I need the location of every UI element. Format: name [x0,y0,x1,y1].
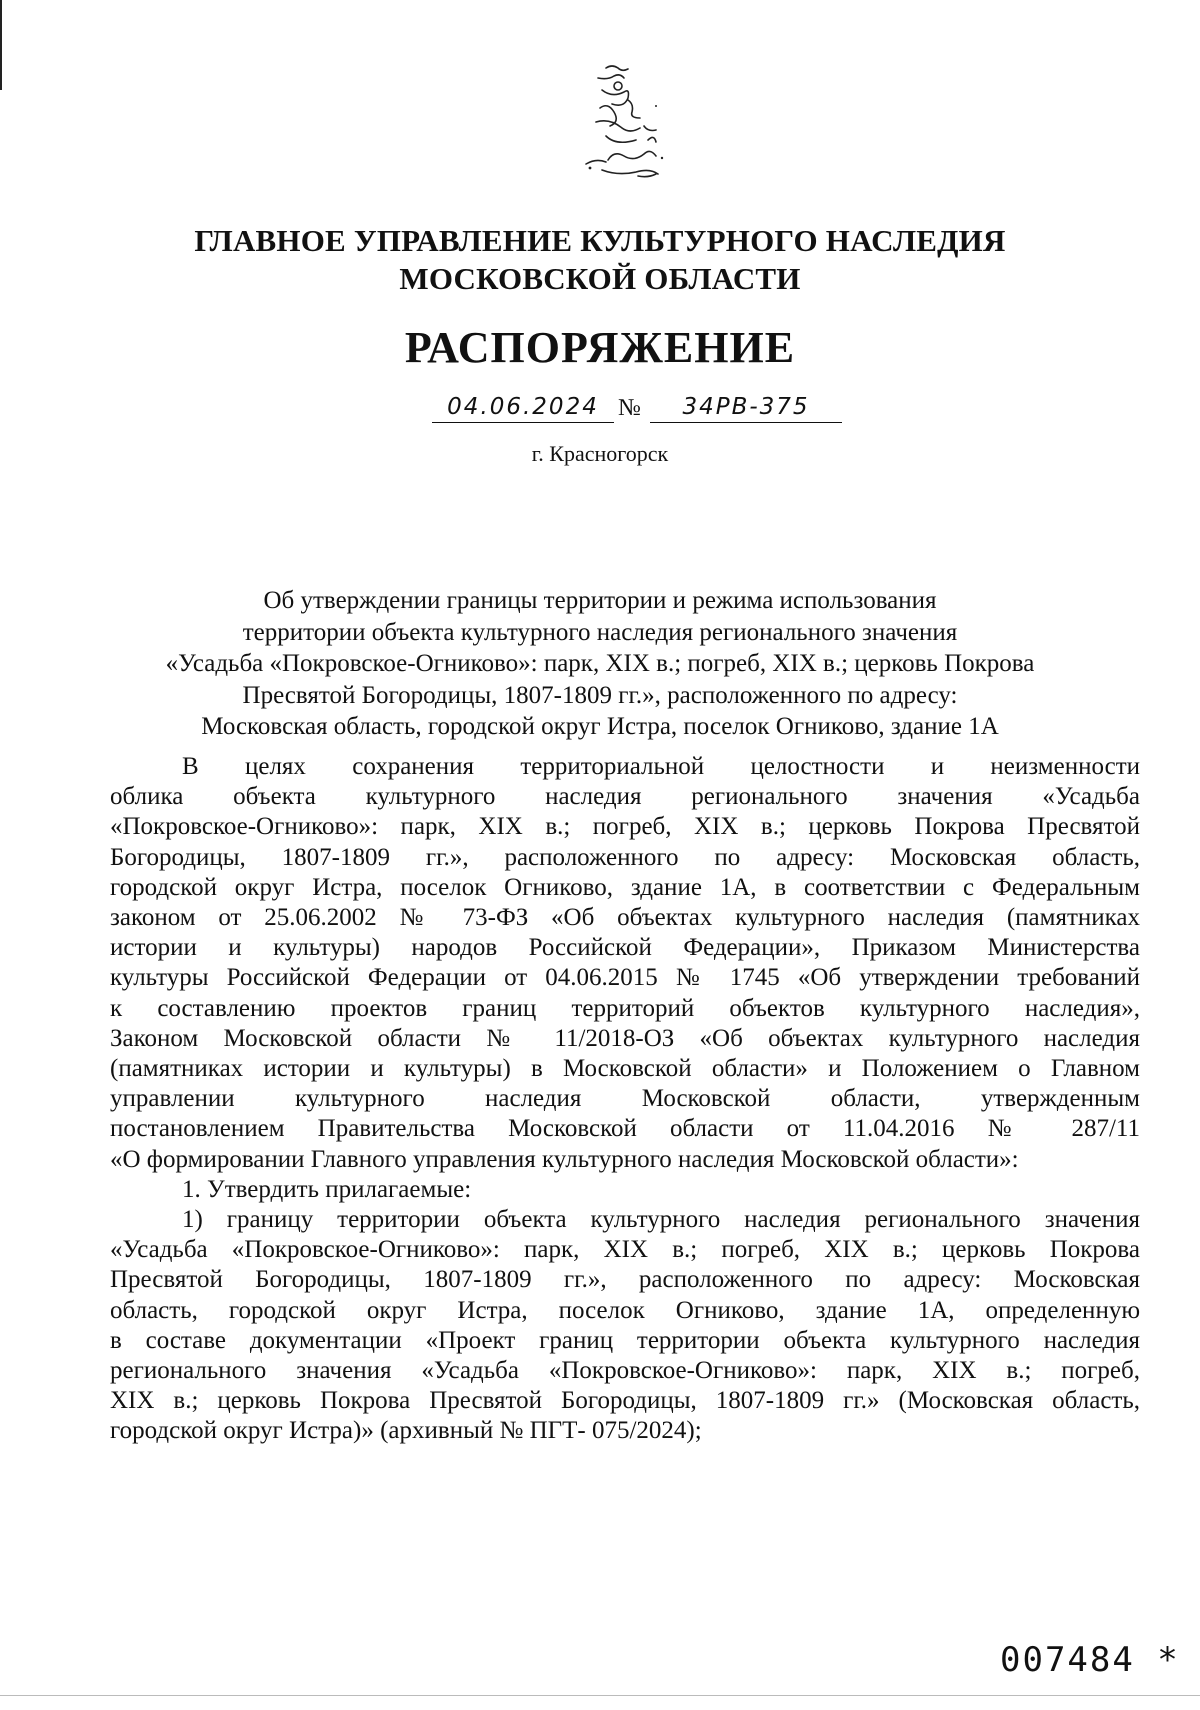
body-line: в составе документации «Проект границ территории объекта культурного наследия [110,1326,1140,1354]
body-line: В целях сохранения территориальной целостности и неизменности [182,753,1140,780]
body-line: область, городской округ Истра, поселок Огниково, здание 1А, определенную [110,1296,1140,1324]
body-line: «О формировании Главного управления культурного наследия Московской области»: [110,1145,1019,1173]
organization-name-line-1: ГЛАВНОЕ УПРАВЛЕНИЕ КУЛЬТУРНОГО НАСЛЕДИЯ [194,223,1006,258]
subject-line: «Усадьба «Покровское-Огниково»: парк, XIX в.; погреб, XIX в.; церковь Покрова [165,650,1035,677]
body-line: городской округ Истра)» (архивный № ПГТ- 075/2024); [110,1417,702,1445]
subject-line: Московская область, городской округ Истра, поселок Огниково, здание 1А [201,713,999,740]
subject-line: Пресвятой Богородицы, 1807-1809 гг.», расположенного по адресу: [242,681,958,709]
body-line: истории и культуры) народов Российской Федерации», Приказом Министерства [110,934,1140,962]
body-line: культуры Российской Федерации от 04.06.2015 № 1745 «Об утверждении требований [110,964,1140,992]
city-location: г. Красногорск [531,441,669,466]
document-date-number [432,392,852,428]
body-line: законом от 25.06.2002 № 73-ФЗ «Об объектах культурного наследия (памятниках [110,904,1140,932]
body-line: постановлением Правительства Московской области от 11.04.2016 № 287/11 [110,1115,1140,1143]
document-date-handwritten: 04.06.2024 [432,392,614,423]
organization-name [0,222,1200,298]
body-line: управлении культурного наследия Московской области, утвержденным [110,1085,1140,1113]
body-line: Пресвятой Богородицы, 1807-1809 гг.», расположенного по адресу: Московская [110,1266,1140,1294]
document-type-title: РАСПОРЯЖЕНИЕ [404,323,796,372]
document-serial-number: 007484 * [1000,1640,1180,1680]
body-line: городской округ Истра, поселок Огниково, здание 1А, в соответствии с Федеральным [110,873,1140,901]
body-line: 1. Утвердить прилагаемые: [182,1175,472,1203]
document-body [110,752,1140,1447]
subject-line: Об утверждении границы территории и режима использования [263,587,937,614]
organization-name-line-2: МОСКОВСКОЙ ОБЛАСТИ [399,261,801,296]
body-line: (памятниках истории и культуры) в Московской области» и Положением о Главном [110,1055,1140,1083]
document-number-handwritten: 34РВ-375 [650,392,842,423]
body-line: XIX в.; церковь Покрова Пресвятой Богородицы, 1807-1809 гг.» (Московская область, [110,1387,1140,1415]
body-line: Законом Московской области № 11/2018-ОЗ «Об объектах культурного наследия [110,1024,1140,1052]
subject-line: территории объекта культурного наследия регионального значения [242,618,958,646]
body-line: Богородицы, 1807-1809 гг.», расположенного по адресу: Московская область, [110,843,1140,871]
body-line: облика объекта культурного наследия регионального значения «Усадьба [110,783,1140,811]
body-line: регионального значения «Усадьба «Покровское-Огниково»: парк, XIX в.; погреб, [110,1357,1140,1385]
body-line: «Усадьба «Покровское-Огниково»: парк, XIX в.; погреб, XIX в.; церковь Покрова [110,1236,1140,1264]
coat-of-arms-icon [578,60,688,190]
body-line: «Покровское-Огниково»: парк, XIX в.; погреб, XIX в.; церковь Покрова Пресвятой [110,813,1140,841]
document-subject [100,585,1100,743]
document-number-label: № [618,395,641,421]
body-line: 1) границу территории объекта культурного наследия регионального значения [182,1206,1140,1234]
scan-edge-line [0,1695,1200,1696]
body-line: к составлению проектов границ территорий объектов культурного наследия», [110,994,1140,1022]
scan-edge-mark [0,0,2,90]
